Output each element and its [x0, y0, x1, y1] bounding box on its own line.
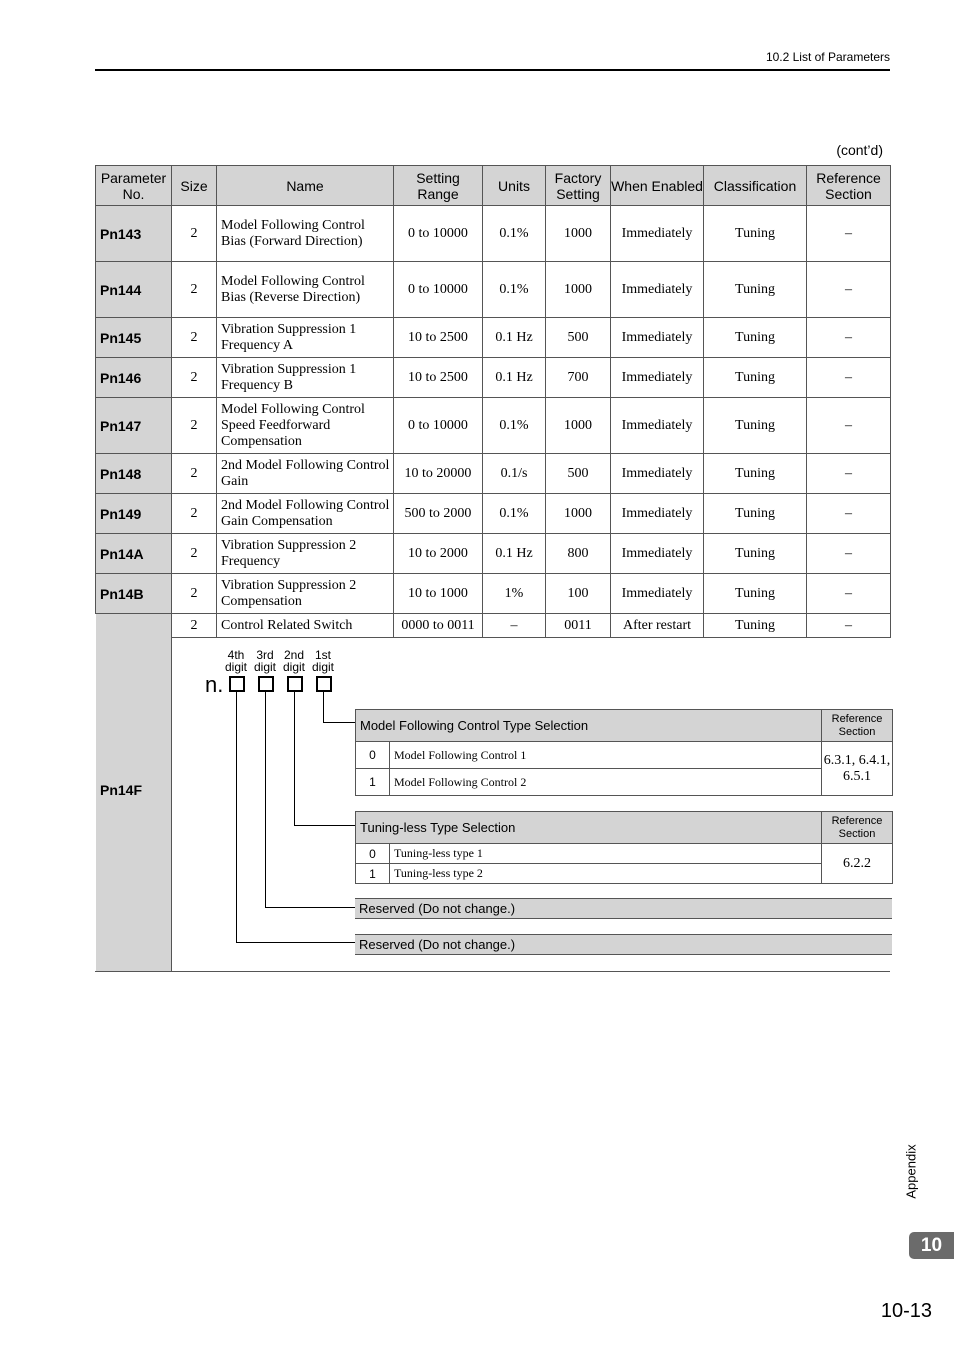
cell-units: 0.1 Hz	[483, 318, 546, 358]
cell-size: 2	[172, 358, 217, 398]
cell-size: 2	[172, 318, 217, 358]
cell-factory: 1000	[546, 398, 611, 454]
digit-label-2nd: 2nd digit	[282, 648, 305, 674]
parameter-prefix: n.	[205, 672, 224, 697]
cell-factory: 1000	[546, 206, 611, 262]
reserved-3rd-digit	[355, 898, 892, 919]
parameter-number: Pn14A	[96, 534, 172, 574]
cell-when: Immediately	[611, 574, 704, 614]
digit-box-1st	[316, 676, 332, 692]
option-code: 0	[356, 844, 390, 864]
pn14f-number-cell	[96, 614, 171, 971]
cell-factory: 1000	[546, 262, 611, 318]
table-row	[96, 614, 891, 638]
connector-2nd	[294, 692, 295, 826]
cell-factory: 100	[546, 574, 611, 614]
cell-class: Tuning	[704, 454, 807, 494]
cell-units: 0.1%	[483, 206, 546, 262]
digit-box-4th	[229, 676, 245, 692]
cell-factory: 1000	[546, 494, 611, 534]
cell-units: 0.1%	[483, 262, 546, 318]
cell-ref: –	[807, 454, 891, 494]
col-header-when-enabled: When Enabled	[611, 166, 704, 206]
cell-units: 0.1/s	[483, 454, 546, 494]
running-header-title: 10.2 List of Parameters	[765, 50, 890, 64]
cell-class: Tuning	[704, 262, 807, 318]
digit-label-1st: 1st digit	[311, 648, 334, 674]
cell-range: 0 to 10000	[394, 206, 483, 262]
reference-value: 6.3.1, 6.4.1, 6.5.1	[822, 742, 893, 796]
connector-4th	[236, 692, 237, 943]
header-rule	[95, 69, 890, 71]
table-row	[96, 574, 891, 614]
parameter-number: Pn144	[96, 262, 172, 318]
cell-range: 0000 to 0011	[394, 614, 483, 638]
cell-ref: –	[807, 398, 891, 454]
col-header-units: Units	[483, 166, 546, 206]
cell-range: 0 to 10000	[394, 398, 483, 454]
table-row	[96, 358, 891, 398]
option-description: Model Following Control 2	[390, 769, 822, 796]
pn14f-detail-area	[172, 638, 891, 972]
cell-units: 0.1 Hz	[483, 358, 546, 398]
cell-class: Tuning	[704, 534, 807, 574]
tuning-less-type-title: Tuning-less Type Selection	[356, 812, 822, 844]
cell-range: 0 to 10000	[394, 262, 483, 318]
cell-when: Immediately	[611, 494, 704, 534]
col-header-parameter-no: Parameter No.	[96, 166, 172, 206]
cell-range: 10 to 2500	[394, 318, 483, 358]
reserved-4th-digit	[355, 934, 892, 955]
parameter-number: Pn149	[96, 494, 172, 534]
cell-when: Immediately	[611, 534, 704, 574]
cell-class: Tuning	[704, 398, 807, 454]
pn14f-number: Pn14F	[100, 782, 143, 798]
cell-factory: 700	[546, 358, 611, 398]
col-header-name: Name	[217, 166, 394, 206]
cell-ref: –	[807, 206, 891, 262]
cell-ref: –	[807, 262, 891, 318]
connector-3rd	[265, 907, 355, 908]
table-row	[96, 398, 891, 454]
cell-size: 2	[172, 614, 217, 638]
appendix-side-label	[896, 1140, 926, 1210]
cell-range: 10 to 20000	[394, 454, 483, 494]
option-code: 0	[356, 742, 390, 769]
cell-class: Tuning	[704, 206, 807, 262]
cell-name: Vibration Suppression 1 Frequency A	[217, 318, 394, 358]
table-row	[96, 454, 891, 494]
connector-4th	[236, 942, 355, 943]
cell-name: 2nd Model Following Control Gain	[217, 454, 394, 494]
cell-name: Vibration Suppression 1 Frequency B	[217, 358, 394, 398]
table-header-row	[96, 166, 891, 206]
cell-when: Immediately	[611, 318, 704, 358]
cell-size: 2	[172, 574, 217, 614]
cell-name: Vibration Suppression 2 Frequency	[217, 534, 394, 574]
model-following-type-title: Model Following Control Type Selection	[356, 710, 822, 742]
cell-range: 10 to 2500	[394, 358, 483, 398]
cell-ref: –	[807, 318, 891, 358]
cell-class: Tuning	[704, 358, 807, 398]
col-header-size: Size	[172, 166, 217, 206]
parameter-number: Pn14B	[96, 574, 172, 614]
cell-class: Tuning	[704, 614, 807, 638]
cell-class: Tuning	[704, 574, 807, 614]
cell-size: 2	[172, 454, 217, 494]
digit-box-3rd	[258, 676, 274, 692]
cell-when: After restart	[611, 614, 704, 638]
cell-factory: 500	[546, 454, 611, 494]
table-row	[96, 534, 891, 574]
parameter-number: Pn146	[96, 358, 172, 398]
cell-size: 2	[172, 534, 217, 574]
reserved-label: Reserved (Do not change.)	[359, 937, 516, 952]
cell-ref: –	[807, 574, 891, 614]
digit-label-4th: 4th digit	[224, 648, 247, 674]
parameter-number: Pn143	[96, 206, 172, 262]
cell-when: Immediately	[611, 262, 704, 318]
cell-units: –	[483, 614, 546, 638]
cell-name: Model Following Control Bias (Forward Direction)	[217, 206, 394, 262]
parameter-number: Pn145	[96, 318, 172, 358]
reserved-label: Reserved (Do not change.)	[359, 901, 516, 916]
cell-class: Tuning	[704, 494, 807, 534]
table-row	[96, 494, 891, 534]
cell-when: Immediately	[611, 206, 704, 262]
digit-label-3rd: 3rd digit	[253, 648, 276, 674]
cell-range: 10 to 2000	[394, 534, 483, 574]
option-description: Tuning-less type 2	[390, 864, 822, 884]
col-header-setting-range: Setting Range	[394, 166, 483, 206]
col-header-classification: Classification	[704, 166, 807, 206]
connector-1st	[323, 722, 355, 723]
cell-ref: –	[807, 358, 891, 398]
cell-when: Immediately	[611, 454, 704, 494]
page-number: 10-13	[880, 1300, 932, 1322]
cell-range: 10 to 1000	[394, 574, 483, 614]
cell-when: Immediately	[611, 398, 704, 454]
cell-name: Vibration Suppression 2 Compensation	[217, 574, 394, 614]
cell-size: 2	[172, 494, 217, 534]
cell-class: Tuning	[704, 318, 807, 358]
parameter-number: Pn148	[96, 454, 172, 494]
cell-name: Control Related Switch	[217, 614, 394, 638]
chapter-tab: 10	[909, 1232, 954, 1259]
cell-when: Immediately	[611, 358, 704, 398]
table-row	[96, 206, 891, 262]
table-row	[96, 262, 891, 318]
cell-factory: 0011	[546, 614, 611, 638]
connector-3rd	[265, 692, 266, 908]
option-code: 1	[356, 864, 390, 884]
continued-label: (cont’d)	[836, 142, 883, 158]
cell-range: 500 to 2000	[394, 494, 483, 534]
cell-units: 0.1%	[483, 494, 546, 534]
col-header-reference-section: Reference Section	[807, 166, 891, 206]
cell-size: 2	[172, 398, 217, 454]
cell-units: 0.1%	[483, 398, 546, 454]
cell-name: Model Following Control Bias (Reverse Direction)	[217, 262, 394, 318]
cell-factory: 500	[546, 318, 611, 358]
cell-units: 0.1 Hz	[483, 534, 546, 574]
cell-size: 2	[172, 262, 217, 318]
digit-box-2nd	[287, 676, 303, 692]
table-row	[96, 318, 891, 358]
reference-section-header: Reference Section	[822, 812, 893, 844]
option-code: 1	[356, 769, 390, 796]
side-label-text: Appendix	[903, 1144, 919, 1199]
divider	[95, 971, 890, 972]
tuning-less-type-table	[355, 811, 892, 884]
cell-units: 1%	[483, 574, 546, 614]
option-description: Tuning-less type 1	[390, 844, 822, 864]
option-description: Model Following Control 1	[390, 742, 822, 769]
cell-ref: –	[807, 494, 891, 534]
cell-size: 2	[172, 206, 217, 262]
reference-section-header: Reference Section	[822, 710, 893, 742]
divider	[171, 637, 172, 972]
connector-1st	[323, 692, 324, 723]
cell-ref: –	[807, 534, 891, 574]
connector-2nd	[294, 825, 355, 826]
cell-name: Model Following Control Speed Feedforward Compensation	[217, 398, 394, 454]
cell-name: 2nd Model Following Control Gain Compensation	[217, 494, 394, 534]
col-header-factory-setting: Factory Setting	[546, 166, 611, 206]
parameter-number: Pn147	[96, 398, 172, 454]
model-following-type-table	[355, 709, 892, 796]
reference-value: 6.2.2	[822, 844, 893, 884]
cell-factory: 800	[546, 534, 611, 574]
cell-ref: –	[807, 614, 891, 638]
